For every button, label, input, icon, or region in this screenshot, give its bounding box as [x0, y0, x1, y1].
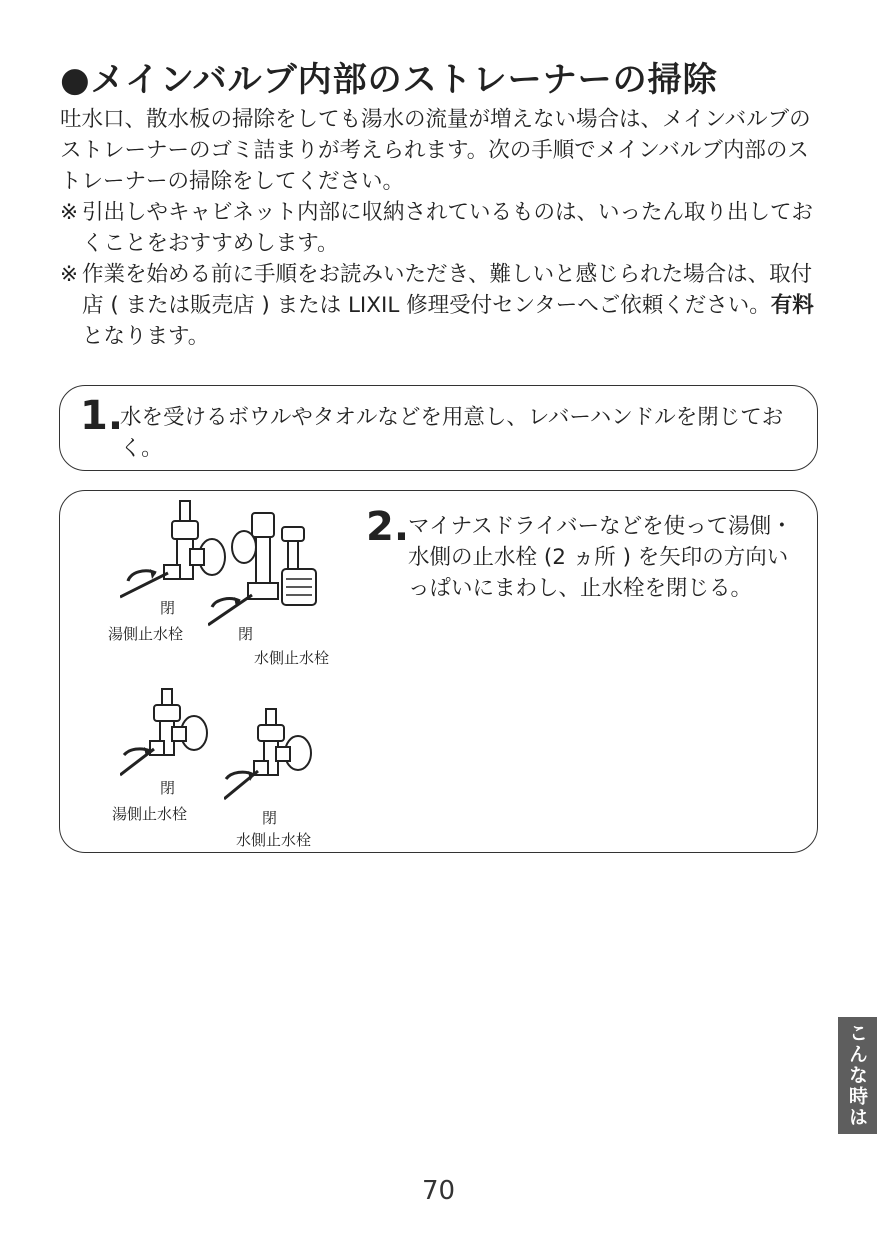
note-mark: ※: [60, 200, 79, 225]
note-2-text: [82, 259, 830, 352]
step-2-text: マイナスドライバーなどを使って湯側・水側の止水栓 (2 ヵ所 ) を矢印の方向いっぱいにまわし、止水栓を閉じる。: [408, 514, 793, 601]
close-label: 閉: [238, 625, 254, 643]
step-2-box: [59, 490, 818, 853]
intro-paragraph: 吐水口、散水板の掃除をしても湯水の流量が増えない場合は、メインバルブのストレーナーのゴミ詰まりが考えられます。次の手順でメインバルブ内部のストレーナーの掃除をしてください。: [60, 107, 811, 194]
note-2-main: 作業を始める前に手順をお読みいただき、難しいと感じられた場合は、取付店 ( または販売店 ) または LIXIL 修理受付センターへご依頼ください。: [82, 262, 813, 318]
page-number: 70: [421, 1176, 456, 1206]
hot-valve-label: 湯側止水栓: [112, 805, 188, 823]
hot-valve-label: 湯側止水栓: [108, 625, 184, 643]
note-mark: ※: [60, 262, 79, 287]
step-1-number: 1.: [80, 393, 124, 439]
step-1-text: 水を受けるボウルやタオルなどを用意し、レバーハンドルを閉じておく。: [120, 405, 784, 461]
cold-valve-label: 水側止水栓: [254, 649, 330, 667]
step-1-box: [59, 385, 818, 471]
valve-illustration-cold-top: [208, 509, 338, 629]
close-label: 閉: [160, 599, 176, 617]
section-title: ●メインバルブ内部のストレーナーの掃除: [60, 60, 718, 100]
close-label: 閉: [160, 779, 176, 797]
cold-valve-label: 水側止水栓: [236, 831, 312, 849]
note-1-text: 引出しやキャビネット内部に収納されているものは、いったん取り出しておくことをおすすめします。: [82, 200, 814, 256]
note-1: [60, 197, 830, 259]
valve-illustration-cold-bottom: [224, 707, 334, 807]
valve-illustration-hot-bottom: [120, 687, 230, 787]
note-2: [60, 259, 830, 352]
step-2-number: 2.: [366, 504, 410, 550]
section-side-tab: こんな時は: [838, 1017, 877, 1134]
close-label: 閉: [262, 809, 278, 827]
intro-text: [60, 104, 830, 352]
note-2-end: となります。: [82, 324, 210, 349]
note-2-bold: 有料: [770, 293, 814, 318]
